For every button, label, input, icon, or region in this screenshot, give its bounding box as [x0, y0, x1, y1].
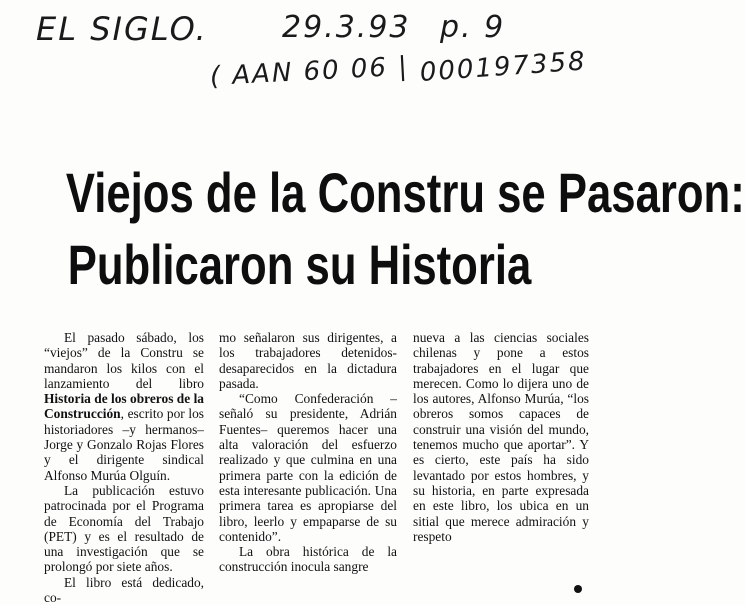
handwritten-archive-id: 000197358 — [418, 46, 588, 88]
article-paragraph: “Como Confederación –señaló su presidente, Adrián Fuentes– queremos hacer una alta valoración del esfuerzo realizado y que culmina en una primera parte con la edición de esta interesante publicación. Una primera tarea es apropiarse del libro, leerlo y empaparse de su contenido”. — [219, 391, 397, 544]
headline-line-2: Publicaron su Historia — [67, 233, 532, 296]
handwritten-date: 29.3.93 — [282, 10, 411, 45]
handwritten-page-number: p. 9 — [440, 10, 506, 45]
article-column-1 — [44, 330, 204, 605]
article-column-3 — [413, 330, 589, 544]
article-column-2 — [219, 330, 397, 575]
handwritten-publication: EL SIGLO. — [36, 10, 208, 48]
book-title: Historia de los obreros de la Construcción — [44, 391, 204, 422]
article-paragraph: La obra histórica de la construcción inocula sangre — [219, 544, 397, 575]
headline-line-1: Viejos de la Constru se Pasaron: — [65, 161, 745, 224]
article-paragraph — [44, 330, 204, 483]
article-paragraph: El libro está dedicado, co- — [44, 574, 204, 605]
text-run: , escrito por los historiadores –y hermanos– Jorge y Gonzalo Rojas Flores y el dirigente sindical Alfonso Murúa Olguín. — [44, 406, 204, 483]
handwritten-archive-code: ( AAN 60 06 | — [209, 51, 410, 92]
text-run: El pasado sábado, los “viejos” de la Constru se mandaron los kilos con el lanzamiento del libro — [44, 330, 204, 391]
article-paragraph: La publicación estuvo patrocinada por el Programa de Economía del Trabajo (PET) y es el resultado de una investigación que se prolongó por siete años. — [44, 482, 204, 575]
end-mark — [574, 585, 582, 593]
article-paragraph: nueva a las ciencias sociales chilenas y pone a estos trabajadores en el lugar que merecen. Como lo dijera uno de los autores, Alfonso Murúa, “los obreros somos capaces de construir una visión del mundo, tenemos mucho que aportar”. Y es cierto, este país ha sido levantado por estos hombres, y su historia, en parte expresada en este libro, los ubica en un sitial que merece admiración y respeto — [413, 330, 589, 544]
article-paragraph: mo señalaron sus dirigentes, a los trabajadores detenidos-desaparecidos en la dictadura pasada. — [219, 330, 397, 391]
